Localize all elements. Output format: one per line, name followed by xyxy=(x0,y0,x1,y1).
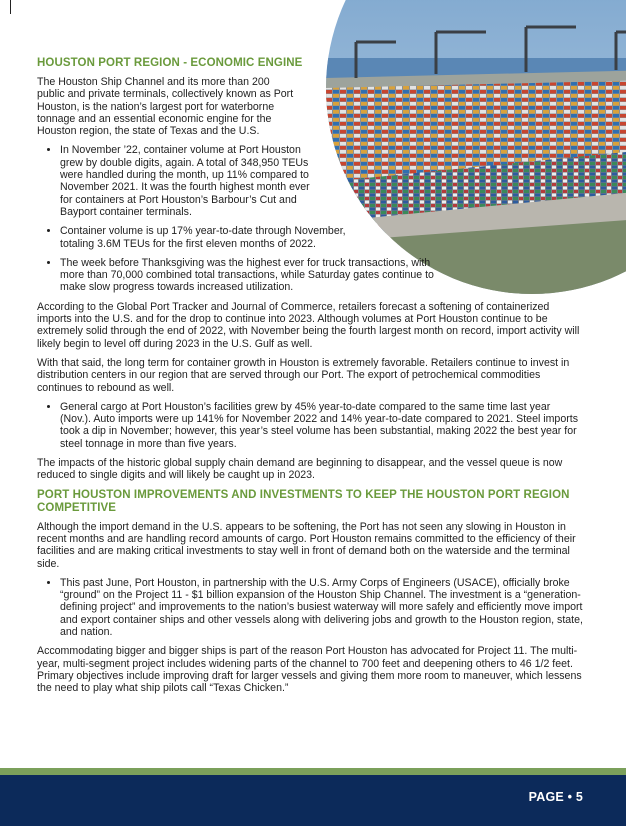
project-11-paragraph: Accommodating bigger and bigger ships is part of the reason Port Houston has advocated for Project 11. The multi-year, multi-segment project includes widening parts of the channel to 700 feet and deepening others to 46 1/2 feet. Primary objectives include improving draft for larger vessels and giving them more room to maneuver, which lessens the need to play what ship pilots call “Texas Chicken.” xyxy=(37,645,582,695)
section-heading-improvements: PORT HOUSTON IMPROVEMENTS AND INVESTMENTS TO KEEP THE HOUSTON PORT REGION COMPETITIVE xyxy=(37,488,570,514)
import-demand-paragraph: Although the import demand in the U.S. appears to be softening, the Port has not seen any slowing in Houston in recent months and are handling record amounts of cargo. Port Houston remains committed to the efficiency of their facilities and are making critical investments to stay well in front of demand both on the waterside and the terminal side. xyxy=(37,520,576,570)
article-body xyxy=(37,57,583,701)
list-item: • General cargo at Port Houston’s facilities grew by 45% year-to-date compared to the same time last year (Nov.). Auto imports were up 141% for November 2022 and 14% year-to-date compared to 2021. Steel imports took a dip in November; however, this year’s steel volume has been substantial, making 2022 the best year for steel tonnage in more than five years. xyxy=(60,401,583,450)
list-item: • The week before Thanksgiving was the highest ever for truck transactions, with more than 70,000 combined total transactions, while Saturday gates continue to make slow progress towards increased utilization. xyxy=(60,257,455,294)
cargo-list xyxy=(37,401,583,450)
port-stats-list xyxy=(37,144,583,293)
footer-green-strip xyxy=(0,768,626,775)
list-item: • Container volume is up 17% year-to-date through November, totaling 3.6M TEUs for the first eleven months of 2022. xyxy=(60,225,356,250)
forecast-paragraph: According to the Global Port Tracker and Journal of Commerce, retailers forecast a softening of containerized imports into the U.S. and for the drop to continue into 2023. Although volumes at Port Houston continue to be extremely solid through the end of 2022, with November being the fourth largest month on record, import activity will likely begin to level off during 2023 in the U.S. Gulf as well. xyxy=(37,300,580,350)
list-item: • This past June, Port Houston, in partnership with the U.S. Army Corps of Engineers (USACE), officially broke “ground” on the Project 11 - $1 billion expansion of the Houston Ship Channel. The investment is a “generation-defining project” and improvements to the nation’s busiest waterway will more safely and efficiently move import and export container ships and other vessels along with delivering jobs and growth to the Houston region, state, and nation. xyxy=(60,577,583,638)
page-footer xyxy=(0,775,626,826)
growth-paragraph: With that said, the long term for container growth in Houston is extremely favorable. Retailers continue to invest in distribution centers in our region that are served through our Port. The export of petrochemical commodities continues to rebound as well. xyxy=(37,356,570,394)
project-list xyxy=(37,577,583,638)
supply-chain-paragraph: The impacts of the historic global supply chain demand are beginning to disappear, and the vessel queue is now reduced to single digits and will likely be caught up in 2023. xyxy=(37,457,563,482)
page-number: PAGE • 5 xyxy=(528,790,583,804)
intro-paragraph: The Houston Ship Channel and its more than 200 public and private terminals, collectively known as Port Houston, is the nation’s largest port for waterborne tonnage and an essential economic engine for the Houston region, the state of Texas and the U.S. xyxy=(37,76,294,138)
list-item: • In November ’22, container volume at Port Houston grew by double digits, again. A total of 348,950 TEUs were handled during the month, up 11% compared to November 2021. It was the fourth highest month ever for containers at Port Houston’s Barbour’s Cut and Bayport container terminals. xyxy=(60,144,322,218)
section-heading-economic-engine: HOUSTON PORT REGION - ECONOMIC ENGINE xyxy=(37,57,303,69)
crop-mark-left xyxy=(10,0,11,14)
